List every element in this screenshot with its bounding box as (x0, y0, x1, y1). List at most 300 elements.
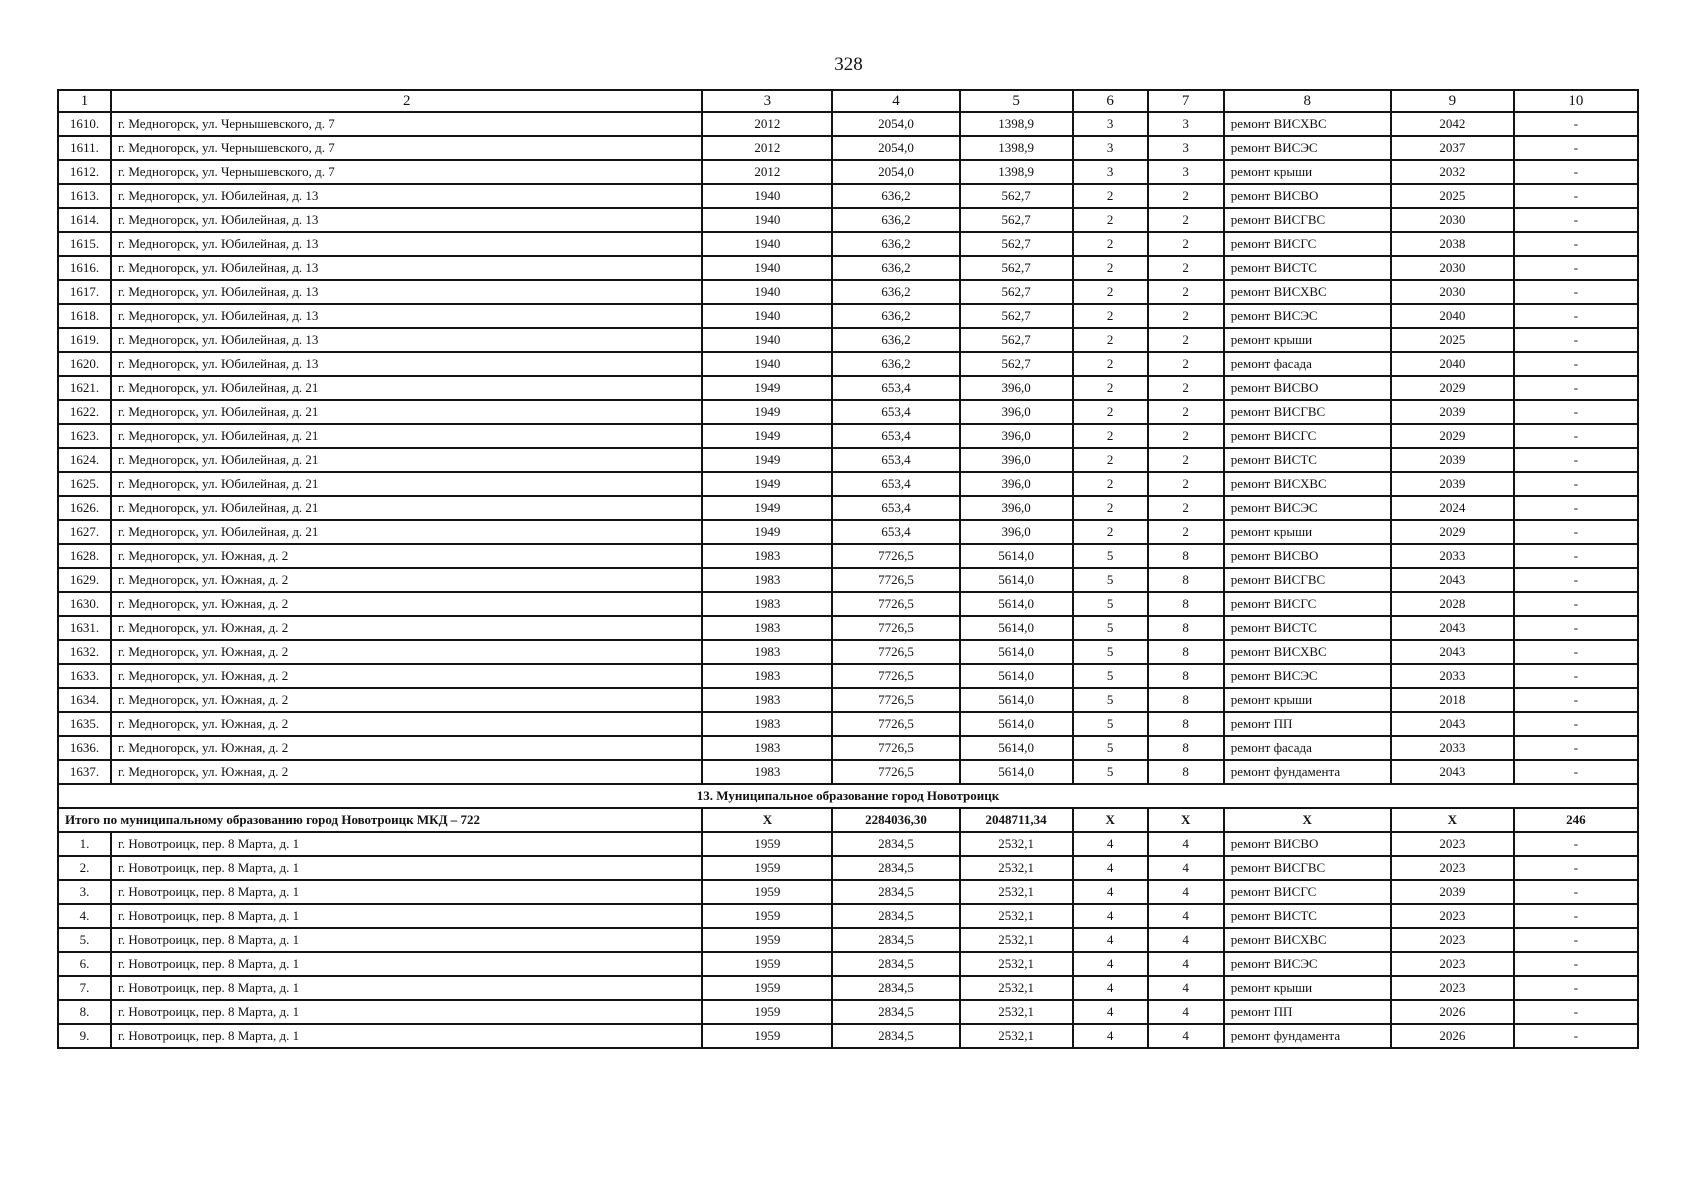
total-value: X (1391, 808, 1514, 832)
row-number: 1632. (58, 640, 111, 664)
address-cell: г. Медногорск, ул. Юбилейная, д. 13 (111, 184, 702, 208)
living-area-cell: 2532,1 (960, 952, 1073, 976)
work-type-cell: ремонт крыши (1224, 520, 1391, 544)
entrances-cell: 2 (1148, 232, 1224, 256)
floors-cell: 2 (1073, 352, 1148, 376)
floors-cell: 2 (1073, 448, 1148, 472)
address-cell: г. Медногорск, ул. Юбилейная, д. 13 (111, 208, 702, 232)
living-area-cell: 5614,0 (960, 592, 1073, 616)
year-built-cell: 1949 (702, 376, 832, 400)
total-area-cell: 653,4 (832, 448, 959, 472)
column-number: 6 (1073, 90, 1148, 112)
planned-year-cell: 2040 (1391, 352, 1514, 376)
col10-cell: - (1514, 712, 1638, 736)
address-cell: г. Медногорск, ул. Южная, д. 2 (111, 664, 702, 688)
year-built-cell: 1983 (702, 760, 832, 784)
table-row (58, 928, 1638, 952)
column-number: 2 (111, 90, 702, 112)
year-built-cell: 1959 (702, 832, 832, 856)
total-area-cell: 636,2 (832, 304, 959, 328)
entrances-cell: 2 (1148, 448, 1224, 472)
living-area-cell: 562,7 (960, 328, 1073, 352)
entrances-cell: 2 (1148, 256, 1224, 280)
living-area-cell: 2532,1 (960, 880, 1073, 904)
work-type-cell: ремонт ВИСГС (1224, 424, 1391, 448)
year-built-cell: 1949 (702, 520, 832, 544)
table-row (58, 208, 1638, 232)
total-area-cell: 636,2 (832, 328, 959, 352)
entrances-cell: 4 (1148, 832, 1224, 856)
total-value: X (1073, 808, 1148, 832)
entrances-cell: 2 (1148, 328, 1224, 352)
col10-cell: - (1514, 424, 1638, 448)
col10-cell: - (1514, 136, 1638, 160)
floors-cell: 4 (1073, 880, 1148, 904)
entrances-cell: 2 (1148, 280, 1224, 304)
row-number: 1628. (58, 544, 111, 568)
floors-cell: 2 (1073, 496, 1148, 520)
planned-year-cell: 2043 (1391, 712, 1514, 736)
table-row (58, 256, 1638, 280)
address-cell: г. Медногорск, ул. Юбилейная, д. 21 (111, 400, 702, 424)
living-area-cell: 2532,1 (960, 856, 1073, 880)
work-type-cell: ремонт ВИСХВС (1224, 472, 1391, 496)
row-number: 8. (58, 1000, 111, 1024)
address-cell: г. Медногорск, ул. Южная, д. 2 (111, 688, 702, 712)
planned-year-cell: 2039 (1391, 400, 1514, 424)
address-cell: г. Медногорск, ул. Юбилейная, д. 13 (111, 304, 702, 328)
row-number: 5. (58, 928, 111, 952)
planned-year-cell: 2033 (1391, 544, 1514, 568)
entrances-cell: 2 (1148, 496, 1224, 520)
table-row (58, 544, 1638, 568)
work-type-cell: ремонт ВИСГС (1224, 592, 1391, 616)
column-number: 1 (58, 90, 111, 112)
planned-year-cell: 2043 (1391, 760, 1514, 784)
work-type-cell: ремонт фундамента (1224, 1024, 1391, 1048)
address-cell: г. Новотроицк, пер. 8 Марта, д. 1 (111, 952, 702, 976)
table-row (58, 952, 1638, 976)
col10-cell: - (1514, 472, 1638, 496)
entrances-cell: 8 (1148, 568, 1224, 592)
work-type-cell: ремонт ВИСГС (1224, 880, 1391, 904)
row-number: 7. (58, 976, 111, 1000)
planned-year-cell: 2043 (1391, 616, 1514, 640)
table-row (58, 1000, 1638, 1024)
work-type-cell: ремонт ВИСХВС (1224, 280, 1391, 304)
total-area-cell: 7726,5 (832, 640, 959, 664)
row-number: 1625. (58, 472, 111, 496)
table-row (58, 424, 1638, 448)
address-cell: г. Новотроицк, пер. 8 Марта, д. 1 (111, 880, 702, 904)
planned-year-cell: 2033 (1391, 736, 1514, 760)
col10-cell: - (1514, 952, 1638, 976)
section-header-row (58, 784, 1638, 808)
address-cell: г. Медногорск, ул. Южная, д. 2 (111, 568, 702, 592)
total-area-cell: 653,4 (832, 520, 959, 544)
total-area-cell: 2834,5 (832, 880, 959, 904)
planned-year-cell: 2030 (1391, 256, 1514, 280)
work-type-cell: ремонт ВИСТС (1224, 904, 1391, 928)
table-row (58, 616, 1638, 640)
planned-year-cell: 2028 (1391, 592, 1514, 616)
year-built-cell: 1949 (702, 448, 832, 472)
table-row (58, 1024, 1638, 1048)
row-number: 1617. (58, 280, 111, 304)
entrances-cell: 4 (1148, 928, 1224, 952)
planned-year-cell: 2033 (1391, 664, 1514, 688)
living-area-cell: 562,7 (960, 352, 1073, 376)
address-cell: г. Медногорск, ул. Южная, д. 2 (111, 712, 702, 736)
row-number: 1630. (58, 592, 111, 616)
row-number: 9. (58, 1024, 111, 1048)
work-type-cell: ремонт крыши (1224, 328, 1391, 352)
total-area-cell: 2834,5 (832, 832, 959, 856)
year-built-cell: 2012 (702, 136, 832, 160)
floors-cell: 2 (1073, 472, 1148, 496)
row-number: 1621. (58, 376, 111, 400)
floors-cell: 5 (1073, 568, 1148, 592)
table-row (58, 976, 1638, 1000)
entrances-cell: 4 (1148, 880, 1224, 904)
living-area-cell: 5614,0 (960, 640, 1073, 664)
floors-cell: 4 (1073, 928, 1148, 952)
floors-cell: 5 (1073, 760, 1148, 784)
entrances-cell: 2 (1148, 184, 1224, 208)
total-area-cell: 636,2 (832, 184, 959, 208)
living-area-cell: 2532,1 (960, 928, 1073, 952)
entrances-cell: 8 (1148, 712, 1224, 736)
row-number: 1627. (58, 520, 111, 544)
living-area-cell: 5614,0 (960, 616, 1073, 640)
total-area-cell: 2054,0 (832, 136, 959, 160)
planned-year-cell: 2039 (1391, 880, 1514, 904)
address-cell: г. Медногорск, ул. Юбилейная, д. 13 (111, 280, 702, 304)
col10-cell: - (1514, 664, 1638, 688)
column-number: 10 (1514, 90, 1638, 112)
living-area-cell: 396,0 (960, 472, 1073, 496)
total-area-cell: 7726,5 (832, 688, 959, 712)
year-built-cell: 1959 (702, 1024, 832, 1048)
address-cell: г. Новотроицк, пер. 8 Марта, д. 1 (111, 928, 702, 952)
year-built-cell: 2012 (702, 160, 832, 184)
total-area-cell: 7726,5 (832, 736, 959, 760)
work-type-cell: ремонт крыши (1224, 976, 1391, 1000)
entrances-cell: 8 (1148, 736, 1224, 760)
table-row (58, 736, 1638, 760)
work-type-cell: ремонт ВИСЭС (1224, 304, 1391, 328)
year-built-cell: 1940 (702, 184, 832, 208)
year-built-cell: 1959 (702, 1000, 832, 1024)
floors-cell: 2 (1073, 256, 1148, 280)
planned-year-cell: 2023 (1391, 976, 1514, 1000)
address-cell: г. Новотроицк, пер. 8 Марта, д. 1 (111, 1000, 702, 1024)
entrances-cell: 8 (1148, 616, 1224, 640)
table-row (58, 184, 1638, 208)
col10-cell: - (1514, 688, 1638, 712)
row-number: 1614. (58, 208, 111, 232)
work-type-cell: ремонт ВИСТС (1224, 256, 1391, 280)
work-type-cell: ремонт ВИСТС (1224, 616, 1391, 640)
row-number: 1619. (58, 328, 111, 352)
living-area-cell: 5614,0 (960, 664, 1073, 688)
planned-year-cell: 2024 (1391, 496, 1514, 520)
column-number: 8 (1224, 90, 1391, 112)
living-area-cell: 396,0 (960, 400, 1073, 424)
row-number: 1610. (58, 112, 111, 136)
year-built-cell: 1983 (702, 568, 832, 592)
address-cell: г. Новотроицк, пер. 8 Марта, д. 1 (111, 976, 702, 1000)
table-row (58, 832, 1638, 856)
col10-cell: - (1514, 496, 1638, 520)
work-type-cell: ремонт ВИСХВС (1224, 928, 1391, 952)
year-built-cell: 1959 (702, 952, 832, 976)
work-type-cell: ремонт ВИСВО (1224, 832, 1391, 856)
address-cell: г. Медногорск, ул. Южная, д. 2 (111, 736, 702, 760)
col10-cell: - (1514, 592, 1638, 616)
address-cell: г. Медногорск, ул. Юбилейная, д. 21 (111, 376, 702, 400)
living-area-cell: 1398,9 (960, 160, 1073, 184)
col10-cell: - (1514, 208, 1638, 232)
table-row (58, 856, 1638, 880)
floors-cell: 2 (1073, 400, 1148, 424)
entrances-cell: 8 (1148, 760, 1224, 784)
living-area-cell: 2532,1 (960, 1024, 1073, 1048)
total-value: 246 (1514, 808, 1638, 832)
floors-cell: 4 (1073, 1024, 1148, 1048)
row-number: 4. (58, 904, 111, 928)
entrances-cell: 8 (1148, 544, 1224, 568)
col10-cell: - (1514, 544, 1638, 568)
floors-cell: 2 (1073, 520, 1148, 544)
address-cell: г. Медногорск, ул. Юбилейная, д. 21 (111, 424, 702, 448)
floors-cell: 3 (1073, 160, 1148, 184)
address-cell: г. Медногорск, ул. Юбилейная, д. 13 (111, 232, 702, 256)
total-area-cell: 653,4 (832, 472, 959, 496)
address-cell: г. Новотроицк, пер. 8 Марта, д. 1 (111, 904, 702, 928)
living-area-cell: 2532,1 (960, 904, 1073, 928)
work-type-cell: ремонт фасада (1224, 352, 1391, 376)
table-row (58, 232, 1638, 256)
col10-cell: - (1514, 1000, 1638, 1024)
col10-cell: - (1514, 232, 1638, 256)
living-area-cell: 562,7 (960, 304, 1073, 328)
work-type-cell: ремонт ВИСХВС (1224, 640, 1391, 664)
planned-year-cell: 2023 (1391, 904, 1514, 928)
floors-cell: 4 (1073, 832, 1148, 856)
col10-cell: - (1514, 304, 1638, 328)
entrances-cell: 3 (1148, 160, 1224, 184)
planned-year-cell: 2026 (1391, 1024, 1514, 1048)
col10-cell: - (1514, 520, 1638, 544)
living-area-cell: 396,0 (960, 496, 1073, 520)
address-cell: г. Медногорск, ул. Южная, д. 2 (111, 760, 702, 784)
table-row (58, 160, 1638, 184)
planned-year-cell: 2023 (1391, 856, 1514, 880)
work-type-cell: ремонт фундамента (1224, 760, 1391, 784)
table-row (58, 328, 1638, 352)
total-row (58, 808, 1638, 832)
planned-year-cell: 2018 (1391, 688, 1514, 712)
address-cell: г. Медногорск, ул. Южная, д. 2 (111, 592, 702, 616)
entrances-cell: 2 (1148, 472, 1224, 496)
table-row (58, 400, 1638, 424)
table-row (58, 352, 1638, 376)
year-built-cell: 1983 (702, 544, 832, 568)
living-area-cell: 396,0 (960, 424, 1073, 448)
total-area-cell: 653,4 (832, 400, 959, 424)
floors-cell: 5 (1073, 616, 1148, 640)
year-built-cell: 1983 (702, 712, 832, 736)
total-area-cell: 7726,5 (832, 616, 959, 640)
total-value: X (1148, 808, 1224, 832)
floors-cell: 5 (1073, 592, 1148, 616)
living-area-cell: 5614,0 (960, 760, 1073, 784)
planned-year-cell: 2029 (1391, 424, 1514, 448)
floors-cell: 5 (1073, 664, 1148, 688)
floors-cell: 4 (1073, 952, 1148, 976)
living-area-cell: 1398,9 (960, 136, 1073, 160)
table-row (58, 496, 1638, 520)
entrances-cell: 3 (1148, 112, 1224, 136)
year-built-cell: 1940 (702, 256, 832, 280)
floors-cell: 5 (1073, 736, 1148, 760)
work-type-cell: ремонт ВИСГВС (1224, 400, 1391, 424)
page-number: 328 (834, 54, 863, 75)
planned-year-cell: 2030 (1391, 208, 1514, 232)
table-row (58, 760, 1638, 784)
table-row (58, 136, 1638, 160)
total-area-cell: 2834,5 (832, 928, 959, 952)
year-built-cell: 1959 (702, 928, 832, 952)
planned-year-cell: 2038 (1391, 232, 1514, 256)
work-type-cell: ремонт ВИСЭС (1224, 496, 1391, 520)
row-number: 1631. (58, 616, 111, 640)
entrances-cell: 2 (1148, 520, 1224, 544)
total-area-cell: 7726,5 (832, 592, 959, 616)
total-area-cell: 636,2 (832, 280, 959, 304)
col10-cell: - (1514, 832, 1638, 856)
row-number: 1637. (58, 760, 111, 784)
year-built-cell: 1940 (702, 352, 832, 376)
year-built-cell: 1983 (702, 616, 832, 640)
work-type-cell: ремонт крыши (1224, 688, 1391, 712)
planned-year-cell: 2043 (1391, 640, 1514, 664)
living-area-cell: 562,7 (960, 208, 1073, 232)
year-built-cell: 1983 (702, 688, 832, 712)
entrances-cell: 8 (1148, 688, 1224, 712)
work-type-cell: ремонт ПП (1224, 1000, 1391, 1024)
row-number: 6. (58, 952, 111, 976)
table-row (58, 280, 1638, 304)
entrances-cell: 8 (1148, 664, 1224, 688)
row-number: 1633. (58, 664, 111, 688)
address-cell: г. Медногорск, ул. Юбилейная, д. 21 (111, 520, 702, 544)
col10-cell: - (1514, 928, 1638, 952)
year-built-cell: 1983 (702, 736, 832, 760)
total-area-cell: 653,4 (832, 424, 959, 448)
address-cell: г. Медногорск, ул. Юбилейная, д. 21 (111, 448, 702, 472)
year-built-cell: 1940 (702, 208, 832, 232)
row-number: 1635. (58, 712, 111, 736)
row-number: 1620. (58, 352, 111, 376)
total-value: 2048711,34 (960, 808, 1073, 832)
col10-cell: - (1514, 328, 1638, 352)
planned-year-cell: 2025 (1391, 328, 1514, 352)
year-built-cell: 1949 (702, 400, 832, 424)
year-built-cell: 1940 (702, 232, 832, 256)
floors-cell: 4 (1073, 976, 1148, 1000)
year-built-cell: 2012 (702, 112, 832, 136)
col10-cell: - (1514, 160, 1638, 184)
year-built-cell: 1983 (702, 592, 832, 616)
col10-cell: - (1514, 352, 1638, 376)
total-area-cell: 2054,0 (832, 112, 959, 136)
living-area-cell: 5614,0 (960, 736, 1073, 760)
entrances-cell: 2 (1148, 400, 1224, 424)
floors-cell: 5 (1073, 688, 1148, 712)
total-area-cell: 636,2 (832, 352, 959, 376)
total-area-cell: 7726,5 (832, 760, 959, 784)
floors-cell: 5 (1073, 640, 1148, 664)
column-number: 3 (702, 90, 832, 112)
total-area-cell: 2834,5 (832, 976, 959, 1000)
table-row (58, 520, 1638, 544)
total-area-cell: 653,4 (832, 376, 959, 400)
living-area-cell: 562,7 (960, 256, 1073, 280)
floors-cell: 2 (1073, 208, 1148, 232)
floors-cell: 2 (1073, 376, 1148, 400)
living-area-cell: 562,7 (960, 232, 1073, 256)
table-row (58, 448, 1638, 472)
entrances-cell: 8 (1148, 592, 1224, 616)
address-cell: г. Медногорск, ул. Южная, д. 2 (111, 616, 702, 640)
work-type-cell: ремонт ВИСГВС (1224, 208, 1391, 232)
living-area-cell: 5614,0 (960, 712, 1073, 736)
work-type-cell: ремонт ПП (1224, 712, 1391, 736)
col10-cell: - (1514, 376, 1638, 400)
row-number: 2. (58, 856, 111, 880)
total-area-cell: 636,2 (832, 256, 959, 280)
table-row (58, 904, 1638, 928)
floors-cell: 3 (1073, 136, 1148, 160)
row-number: 1626. (58, 496, 111, 520)
row-number: 1618. (58, 304, 111, 328)
total-area-cell: 636,2 (832, 208, 959, 232)
col10-cell: - (1514, 976, 1638, 1000)
capital-repair-table (57, 89, 1639, 1049)
address-cell: г. Медногорск, ул. Чернышевского, д. 7 (111, 160, 702, 184)
table-row (58, 592, 1638, 616)
living-area-cell: 2532,1 (960, 976, 1073, 1000)
total-area-cell: 2834,5 (832, 856, 959, 880)
total-value: X (1224, 808, 1391, 832)
living-area-cell: 396,0 (960, 376, 1073, 400)
work-type-cell: ремонт ВИСХВС (1224, 112, 1391, 136)
col10-cell: - (1514, 256, 1638, 280)
living-area-cell: 2532,1 (960, 1000, 1073, 1024)
col10-cell: - (1514, 568, 1638, 592)
row-number: 1615. (58, 232, 111, 256)
year-built-cell: 1959 (702, 880, 832, 904)
living-area-cell: 562,7 (960, 184, 1073, 208)
planned-year-cell: 2025 (1391, 184, 1514, 208)
planned-year-cell: 2040 (1391, 304, 1514, 328)
planned-year-cell: 2042 (1391, 112, 1514, 136)
row-number: 1. (58, 832, 111, 856)
column-number-row (58, 90, 1638, 112)
floors-cell: 3 (1073, 112, 1148, 136)
